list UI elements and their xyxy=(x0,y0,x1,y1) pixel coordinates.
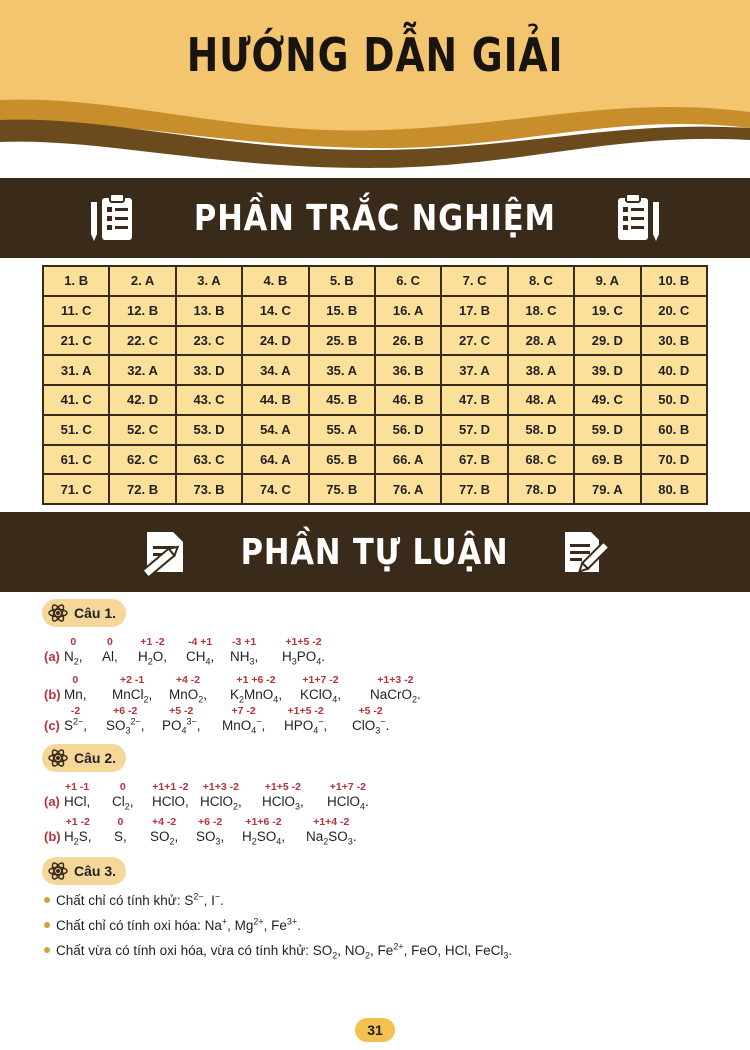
answer-cell: 42. D xyxy=(109,385,175,415)
document-pencil-icon xyxy=(139,526,191,578)
answer-cell: 2. A xyxy=(109,266,175,296)
answer-cell: 31. A xyxy=(43,355,109,385)
answer-cell: 38. A xyxy=(508,355,574,385)
chemical-formula: HClO$_2$, xyxy=(200,794,242,812)
answer-cell: 80. B xyxy=(641,474,707,504)
chemical-formula: $H_2SO_4$, xyxy=(242,829,286,847)
chemical-formula: HClO, xyxy=(152,794,189,809)
answer-cell: 67. B xyxy=(441,445,507,475)
chemical-formula: HClO$_4$. xyxy=(327,794,369,812)
question-1-badge xyxy=(42,599,126,627)
answer-row xyxy=(43,415,707,445)
answer-cell: 5. B xyxy=(309,266,375,296)
chemical-formula: S, xyxy=(114,829,127,844)
chemical-formula: $NH_3$, xyxy=(230,649,259,667)
answer-cell: 68. C xyxy=(508,445,574,475)
line-tag: (a) xyxy=(44,649,60,664)
answer-cell: 36. B xyxy=(375,355,441,385)
answer-cell: 27. C xyxy=(441,326,507,356)
oxidation-numbers: +2 -1 xyxy=(120,674,145,686)
answer-cell: 51. C xyxy=(43,415,109,445)
question-2-label: Câu 2. xyxy=(74,750,117,766)
atom-icon xyxy=(48,861,68,881)
answer-cell: 58. D xyxy=(508,415,574,445)
answer-cell: 79. A xyxy=(574,474,640,504)
formula-item xyxy=(262,781,304,810)
bullet-item xyxy=(44,893,724,918)
formula-item xyxy=(152,781,189,810)
page-number: 31 xyxy=(355,1018,395,1042)
answer-cell: 45. B xyxy=(309,385,375,415)
formula-item xyxy=(64,636,83,665)
answer-row xyxy=(43,326,707,356)
oxidation-numbers: -4 +1 xyxy=(188,636,213,648)
line-tag: (c) xyxy=(44,718,60,733)
answer-cell: 41. C xyxy=(43,385,109,415)
page-header xyxy=(0,0,750,170)
answer-cell: 54. A xyxy=(242,415,308,445)
essay-heading: PHẦN TỰ LUẬN xyxy=(241,531,509,573)
answer-cell: 60. B xyxy=(641,415,707,445)
oxidation-numbers: +1 -1 xyxy=(65,781,90,793)
chemical-formula: $K_2MnO_4$, xyxy=(230,687,283,705)
chemical-formula: $SO_3^{2-}$, xyxy=(106,716,145,736)
formula-item xyxy=(230,636,258,665)
formula-item xyxy=(230,674,282,703)
line-tag: (a) xyxy=(44,794,60,809)
answer-cell: 63. C xyxy=(176,445,242,475)
oxidation-numbers: +5 -2 xyxy=(169,705,194,717)
formula-item xyxy=(106,705,145,734)
formula-item xyxy=(282,636,325,665)
clipboard-checklist-icon xyxy=(88,192,136,244)
formula-line xyxy=(44,816,704,846)
answer-cell: 21. C xyxy=(43,326,109,356)
answer-cell: 23. C xyxy=(176,326,242,356)
answer-cell: 28. A xyxy=(508,326,574,356)
line-tag: (b) xyxy=(44,687,61,702)
answer-cell: 4. B xyxy=(242,266,308,296)
answer-cell: 61. C xyxy=(43,445,109,475)
answer-cell: 75. B xyxy=(309,474,375,504)
multiple-choice-band xyxy=(0,178,750,258)
formula-line xyxy=(44,636,704,666)
answer-cell: 49. C xyxy=(574,385,640,415)
chemical-formula: $CH_4$, xyxy=(186,649,215,667)
answer-cell: 33. D xyxy=(176,355,242,385)
answer-cell: 50. D xyxy=(641,385,707,415)
formula-item xyxy=(169,674,207,703)
oxidation-numbers: +1+5 -2 xyxy=(287,705,324,717)
oxidation-numbers: +1 -2 xyxy=(65,816,90,828)
answer-cell: 30. B xyxy=(641,326,707,356)
answer-cell: 1. B xyxy=(43,266,109,296)
answer-cell: 14. C xyxy=(242,296,308,326)
formula-line xyxy=(44,674,704,704)
oxidation-numbers: 0 xyxy=(119,781,126,793)
answer-cell: 12. B xyxy=(109,296,175,326)
question-3-label: Câu 3. xyxy=(74,863,117,879)
answer-cell: 24. D xyxy=(242,326,308,356)
oxidation-numbers: 0 xyxy=(72,674,79,686)
answer-cell: 16. A xyxy=(375,296,441,326)
bullet-dot xyxy=(44,897,50,903)
formula-item xyxy=(284,705,327,734)
answer-cell: 65. B xyxy=(309,445,375,475)
chemical-formula: NaCrO$_2$. xyxy=(370,687,421,705)
answer-cell: 72. B xyxy=(109,474,175,504)
chemical-formula: $N_2$, xyxy=(64,649,83,667)
bullet-text: Chất chỉ có tính oxi hóa: Na+, $Mg^{2+}$, $Fe^{3+}$. xyxy=(56,916,301,933)
chemical-formula: $HPO_4^-$, xyxy=(284,716,328,736)
answer-cell: 71. C xyxy=(43,474,109,504)
formula-line xyxy=(44,705,704,735)
oxidation-numbers: +1+4 -2 xyxy=(313,816,350,828)
answer-row xyxy=(43,385,707,415)
answer-cell: 10. B xyxy=(641,266,707,296)
answer-cell: 19. C xyxy=(574,296,640,326)
oxidation-numbers: +1 -2 xyxy=(140,636,165,648)
chemical-formula: MnO$_2$, xyxy=(169,687,208,705)
answer-cell: 74. C xyxy=(242,474,308,504)
answer-cell: 55. A xyxy=(309,415,375,445)
formula-item xyxy=(200,781,242,810)
answer-cell: 18. C xyxy=(508,296,574,326)
answer-cell: 46. B xyxy=(375,385,441,415)
formula-item xyxy=(222,705,265,734)
chemical-formula: Al, xyxy=(102,649,118,664)
chemical-formula: $H_2O$, xyxy=(138,649,168,667)
answer-cell: 34. A xyxy=(242,355,308,385)
answer-cell: 52. C xyxy=(109,415,175,445)
bullet-item xyxy=(44,918,724,943)
answer-row xyxy=(43,474,707,504)
answer-cell: 59. D xyxy=(574,415,640,445)
chemical-formula: $SO_3$, xyxy=(196,829,225,847)
answer-cell: 73. B xyxy=(176,474,242,504)
oxidation-numbers: +6 -2 xyxy=(198,816,223,828)
formula-item xyxy=(306,816,357,845)
answer-key-table xyxy=(42,265,708,505)
answer-cell: 53. D xyxy=(176,415,242,445)
question-3-bullets xyxy=(44,893,724,968)
answer-cell: 20. C xyxy=(641,296,707,326)
oxidation-numbers: +1+5 -2 xyxy=(264,781,301,793)
answer-cell: 32. A xyxy=(109,355,175,385)
oxidation-numbers: +4 -2 xyxy=(152,816,177,828)
oxidation-numbers: 0 xyxy=(106,636,113,648)
answer-cell: 48. A xyxy=(508,385,574,415)
oxidation-numbers: +1+3 -2 xyxy=(377,674,414,686)
formula-item xyxy=(112,674,152,703)
formula-item xyxy=(64,816,92,845)
answer-cell: 44. B xyxy=(242,385,308,415)
answer-cell: 8. C xyxy=(508,266,574,296)
oxidation-numbers: -3 +1 xyxy=(232,636,257,648)
formula-item xyxy=(64,674,87,703)
answer-cell: 69. B xyxy=(574,445,640,475)
answer-row xyxy=(43,445,707,475)
formula-item xyxy=(64,705,87,734)
answer-cell: 57. D xyxy=(441,415,507,445)
page-title: HƯỚNG DẪN GIẢI xyxy=(186,28,564,82)
answer-cell: 26. B xyxy=(375,326,441,356)
answer-row xyxy=(43,355,707,385)
oxidation-numbers: +7 -2 xyxy=(231,705,256,717)
formula-item xyxy=(327,781,369,810)
answer-cell: 56. D xyxy=(375,415,441,445)
formula-item xyxy=(370,674,421,703)
question-3-badge xyxy=(42,857,126,885)
chemical-formula: HClO$_3$, xyxy=(262,794,304,812)
answer-cell: 64. A xyxy=(242,445,308,475)
bullet-item xyxy=(44,943,724,968)
answer-cell: 78. D xyxy=(508,474,574,504)
answer-cell: 15. B xyxy=(309,296,375,326)
atom-icon xyxy=(48,603,68,623)
formula-item xyxy=(64,781,90,810)
chemical-formula: MnO$_4$−, xyxy=(222,716,266,736)
bullet-dot xyxy=(44,947,50,953)
formula-line xyxy=(44,781,704,811)
chemical-formula: $H_2S$, xyxy=(64,829,92,847)
answer-cell: 11. C xyxy=(43,296,109,326)
answer-cell: 3. A xyxy=(176,266,242,296)
multiple-choice-heading: PHẦN TRẮC NGHIỆM xyxy=(194,197,556,239)
answer-cell: 77. B xyxy=(441,474,507,504)
oxidation-numbers: +1 +6 -2 xyxy=(236,674,276,686)
answer-cell: 25. B xyxy=(309,326,375,356)
answer-cell: 62. C xyxy=(109,445,175,475)
chemical-formula: $Na_2SO_3$. xyxy=(306,829,357,847)
chemical-formula: KClO$_4$, xyxy=(300,687,342,705)
formula-item xyxy=(242,816,285,845)
bullet-text: Chất vừa có tính oxi hóa, vừa có tính khử: $SO_2$, $NO_2$, $Fe^{2+}$, FeO, HCl, FeCl$_3$. xyxy=(56,941,513,961)
formula-item xyxy=(102,636,118,665)
answer-cell: 35. A xyxy=(309,355,375,385)
answer-row xyxy=(43,266,707,296)
document-pencil-icon xyxy=(559,526,611,578)
answer-cell: 22. C xyxy=(109,326,175,356)
oxidation-numbers: +4 -2 xyxy=(175,674,201,686)
oxidation-numbers: +5 -2 xyxy=(358,705,383,717)
formula-item xyxy=(162,705,201,734)
formula-item xyxy=(300,674,341,703)
answer-cell: 47. B xyxy=(441,385,507,415)
clipboard-checklist-icon xyxy=(614,192,662,244)
chemical-formula: ClO$_3$−. xyxy=(352,716,390,736)
chemical-formula: $Cl_2$, xyxy=(112,794,134,812)
answer-cell: 13. B xyxy=(176,296,242,326)
oxidation-numbers: -2 xyxy=(70,705,81,717)
answer-cell: 40. D xyxy=(641,355,707,385)
header-wave-graphic xyxy=(0,0,750,170)
bullet-text: Chất chỉ có tính khử: $S^{2-}$, I−. xyxy=(56,891,224,908)
formula-item xyxy=(114,816,127,845)
oxidation-numbers: 0 xyxy=(117,816,124,828)
formula-item xyxy=(352,705,389,734)
question-1-label: Câu 1. xyxy=(74,605,117,621)
formula-item xyxy=(150,816,178,845)
answer-cell: 76. A xyxy=(375,474,441,504)
answer-cell: 9. A xyxy=(574,266,640,296)
chemical-formula: HCl, xyxy=(64,794,91,809)
chemical-formula: Mn, xyxy=(64,687,87,702)
oxidation-numbers: 0 xyxy=(70,636,77,648)
oxidation-numbers: +1+7 -2 xyxy=(329,781,366,793)
oxidation-numbers: +1+7 -2 xyxy=(302,674,339,686)
answer-cell: 37. A xyxy=(441,355,507,385)
oxidation-numbers: +6 -2 xyxy=(113,705,138,717)
formula-item xyxy=(138,636,167,665)
answer-cell: 70. D xyxy=(641,445,707,475)
oxidation-numbers: +1+6 -2 xyxy=(245,816,282,828)
formula-item xyxy=(186,636,214,665)
answer-cell: 29. D xyxy=(574,326,640,356)
answer-row xyxy=(43,296,707,326)
formula-item xyxy=(112,781,134,810)
oxidation-numbers: +1+1 -2 xyxy=(152,781,189,793)
formula-item xyxy=(196,816,224,845)
chemical-formula: $SO_2$, xyxy=(150,829,179,847)
answer-cell: 17. B xyxy=(441,296,507,326)
question-2-badge xyxy=(42,744,126,772)
answer-cell: 43. C xyxy=(176,385,242,415)
answer-cell: 39. D xyxy=(574,355,640,385)
chemical-formula: $PO_4^{3-}$, xyxy=(162,716,201,736)
bullet-dot xyxy=(44,922,50,928)
chemical-formula: MnCl$_2$, xyxy=(112,687,153,705)
answer-cell: 7. C xyxy=(441,266,507,296)
chemical-formula: $H_3PO_4$. xyxy=(282,649,326,667)
essay-band xyxy=(0,512,750,592)
chemical-formula: $S^{2-}$, xyxy=(64,716,88,733)
atom-icon xyxy=(48,748,68,768)
line-tag: (b) xyxy=(44,829,61,844)
answer-cell: 66. A xyxy=(375,445,441,475)
oxidation-numbers: +1+5 -2 xyxy=(285,636,322,648)
oxidation-numbers: +1+3 -2 xyxy=(202,781,239,793)
answer-cell: 6. C xyxy=(375,266,441,296)
